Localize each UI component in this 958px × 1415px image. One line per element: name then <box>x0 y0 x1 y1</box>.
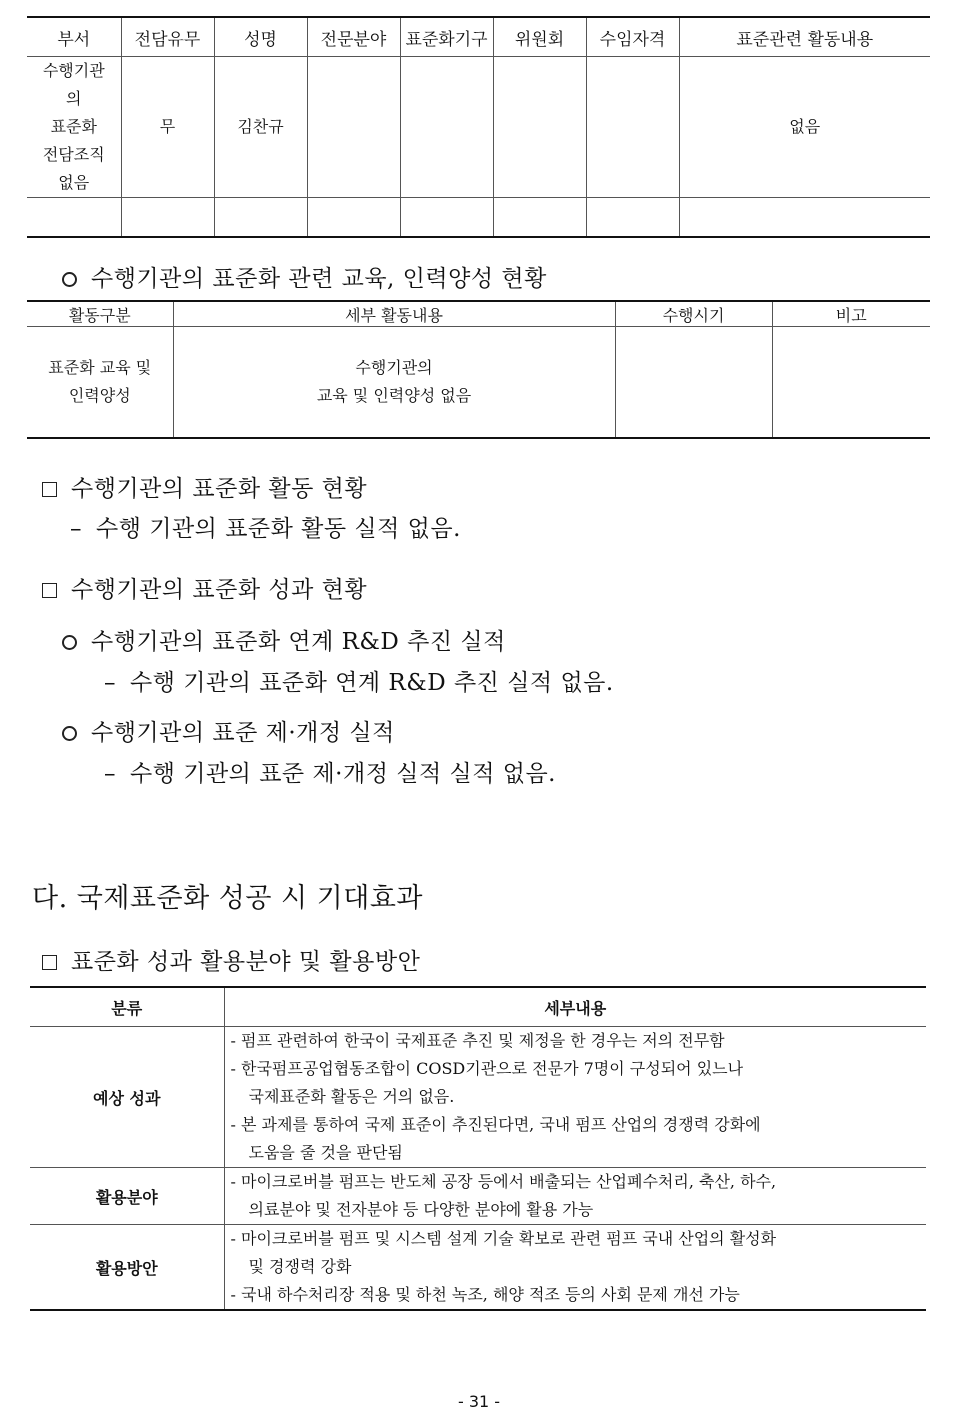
activity-section-item: – 수행 기관의 표준화 활동 실적 없음. <box>70 516 461 542</box>
cell-activities: 없음 <box>679 57 930 198</box>
cell-dept: 수행기관 의 표준화 전담조직 없음 <box>27 57 121 198</box>
results-sub2-item: – 수행 기관의 표준 제·개정 실적 실적 없음. <box>104 761 556 787</box>
staff-table <box>27 16 930 238</box>
col-header-details: 세부내용 <box>224 987 926 1027</box>
col-header-name: 성명 <box>214 17 307 57</box>
education-table <box>27 300 930 439</box>
cell-category: 예상 성과 <box>30 1027 224 1168</box>
col-header-standards-body: 표준화기구 <box>400 17 493 57</box>
results-sub1-item: – 수행 기관의 표준화 연계 R&D 추진 실적 없음. <box>104 670 614 696</box>
results-sub1-title: 수행기관의 표준화 연계 R&D 추진 실적 <box>62 623 506 656</box>
activity-section-title: 수행기관의 표준화 활동 현황 <box>42 470 367 503</box>
col-header-dedicated: 전담유무 <box>121 17 214 57</box>
cell-specialty <box>307 57 400 198</box>
results-section-title: 수행기관의 표준화 성과 현황 <box>42 571 367 604</box>
col-header-specialty: 전문분야 <box>307 17 400 57</box>
table-header-row <box>30 987 926 1027</box>
cell-dedicated: 무 <box>121 57 214 198</box>
col-header-committee: 위원회 <box>493 17 586 57</box>
col-header-period: 수행시기 <box>615 301 772 327</box>
table-header-row <box>27 17 930 57</box>
usage-section-title: 표준화 성과 활용분야 및 활용방안 <box>42 943 420 976</box>
table-row <box>30 1027 926 1168</box>
table-row <box>27 57 930 198</box>
cell-category: 활용방안 <box>30 1225 224 1311</box>
circle-bullet-icon <box>62 272 77 287</box>
section-heading-expected-effects: 다. 국제표준화 성공 시 기대효과 <box>32 883 423 914</box>
cell-details: - 펌프 관련하여 한국이 국제표준 추진 및 제정을 한 경우는 저의 전무함 - 한국펌프공업협동조합이 COSD기관으로 전문가 7명이 구성되어 있느나 국제표준화 활동은 거의 없음. - 본 과제를 통하여 국제 표준이 추진된다면, 국내 펌프 산업의 경쟁력 강화에 도움을 줄 것을 판단됨 <box>224 1027 926 1168</box>
col-header-activity-type: 활동구분 <box>27 301 173 327</box>
page-number: - 31 - <box>457 1392 501 1411</box>
col-header-qualification: 수임자격 <box>586 17 679 57</box>
col-header-activities: 표준관련 활동내용 <box>679 17 930 57</box>
table-row <box>30 1225 926 1311</box>
cell-activity-detail: 수행기관의 교육 및 인력양성 없음 <box>173 327 615 439</box>
cell-activity-type: 표준화 교육 및 인력양성 <box>27 327 173 439</box>
education-heading: 수행기관의 표준화 관련 교육, 인력양성 현황 <box>62 260 547 293</box>
cell-standards-body <box>400 57 493 198</box>
table-row-empty <box>27 198 930 238</box>
cell-details: - 마이크로버블 펌프 및 시스템 설계 기술 확보로 관련 펌프 국내 산업의 활성화 및 경쟁력 강화 - 국내 하수처리장 적용 및 하천 녹조, 해양 적조 등의 사회 문제 개선 가능 <box>224 1225 926 1311</box>
cell-name: 김찬규 <box>214 57 307 198</box>
table-header-row <box>27 301 930 327</box>
circle-bullet-icon <box>62 635 77 650</box>
cell-details: - 마이크로버블 펌프는 반도체 공장 등에서 배출되는 산업폐수처리, 축산, 하수, 의료분야 및 전자분야 등 다양한 분야에 활용 가능 <box>224 1168 926 1225</box>
col-header-note: 비고 <box>772 301 930 327</box>
col-header-dept: 부서 <box>27 17 121 57</box>
cell-category: 활용분야 <box>30 1168 224 1225</box>
square-bullet-icon <box>42 482 57 497</box>
col-header-category: 분류 <box>30 987 224 1027</box>
cell-qualification <box>586 57 679 198</box>
cell-note <box>772 327 930 439</box>
results-sub2-title: 수행기관의 표준 제·개정 실적 <box>62 714 395 747</box>
cell-committee <box>493 57 586 198</box>
usage-table <box>30 986 926 1311</box>
table-row <box>27 327 930 439</box>
circle-bullet-icon <box>62 726 77 741</box>
square-bullet-icon <box>42 955 57 970</box>
square-bullet-icon <box>42 583 57 598</box>
cell-period <box>615 327 772 439</box>
table-row <box>30 1168 926 1225</box>
col-header-activity-detail: 세부 활동내용 <box>173 301 615 327</box>
